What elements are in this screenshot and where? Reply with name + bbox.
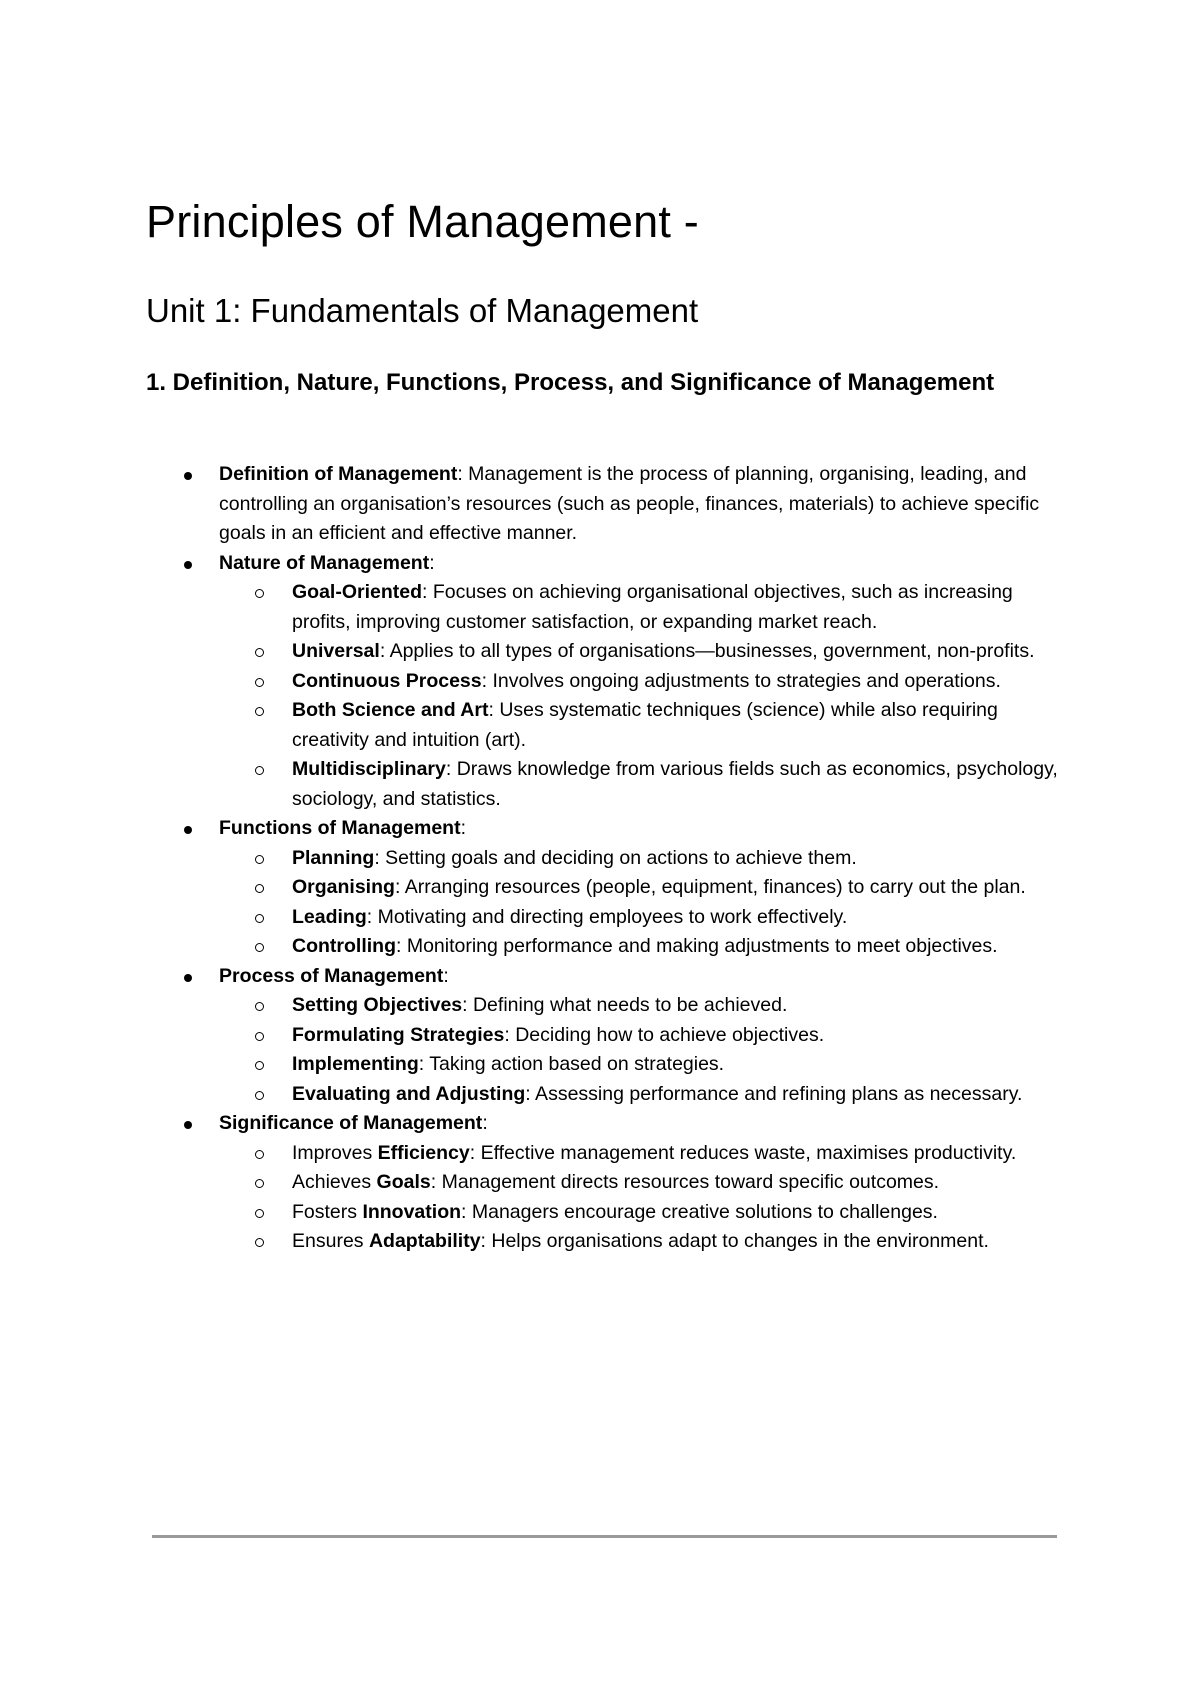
hollow-bullet-icon [255,766,264,775]
description-text: : Assessing performance and refining plans as necessary. [525,1082,1023,1105]
term-label: Multidisciplinary [292,758,446,780]
hollow-bullet-icon [255,855,264,864]
list-item [219,903,1066,933]
list-item-process [146,962,1066,1110]
term-label: Controlling [292,935,396,957]
term-label: Implementing [292,1053,419,1075]
list-item [219,1198,1066,1228]
description-text: : Arranging resources (people, equipment, finances) to carry out the plan. [394,876,1026,898]
description-text: : Managers encourage creative solutions to challenges. [461,1200,938,1223]
term-label: Innovation [362,1200,462,1223]
list-item [219,667,1066,697]
description-text: : Motivating and directing employees to work effectively. [366,905,848,928]
label-suffix: : [429,551,435,574]
significance-sublist [219,1139,1066,1257]
term-label: Adaptability [368,1230,481,1252]
hollow-bullet-icon [255,1091,264,1100]
list-item [219,637,1066,667]
list-item-significance [146,1109,1066,1257]
term-label: Significance of Management [219,1112,483,1134]
lead-word: Fosters [292,1200,363,1223]
hollow-bullet-icon [255,1179,264,1188]
list-item-definition [146,460,1066,549]
description-text: : Management is the process of planning, organising, leading, and controlling an organisation’s resources (such as people, finances, materials) to achieve specific goals in an efficient and effective manner. [219,463,1040,544]
term-label: Goal-Oriented [292,581,423,603]
hollow-bullet-icon [255,678,264,687]
hollow-bullet-icon [255,943,264,952]
topic-outline [146,460,1066,1257]
label-suffix: : [482,1112,488,1134]
filled-bullet-icon [184,974,192,982]
list-item [219,1168,1066,1198]
description-text: : Draws knowledge from various fields such as economics, psychology, sociology, and statistics. [292,758,1058,810]
term-label: Functions of Management [219,817,461,839]
hollow-bullet-icon [255,884,264,893]
term-label: Process of Management [219,964,444,987]
term-label: Continuous Process [292,669,482,692]
list-item [219,932,1066,962]
description-text: : Defining what needs to be achieved. [462,994,788,1016]
term-label: Efficiency [377,1141,470,1164]
list-item [219,991,1066,1021]
term-label: Evaluating and Adjusting [292,1082,526,1105]
term-label: Planning [292,846,375,869]
term-label: Goals [376,1171,431,1193]
description-text: : Applies to all types of organisations—businesses, government, non-profits. [379,640,1035,662]
list-item [219,578,1066,637]
list-item [219,873,1066,903]
hollow-bullet-icon [255,1238,264,1247]
term-label: Leading [292,905,367,928]
term-label: Setting Objectives [292,994,463,1016]
description-text: : Taking action based on strategies. [418,1053,725,1075]
filled-bullet-icon [184,472,192,480]
description-text: : Setting goals and deciding on actions to achieve them. [374,846,857,869]
term-label: Both Science and Art [292,699,489,721]
list-item-nature [146,549,1066,815]
term-label: Organising [292,876,395,898]
label-suffix: : [443,964,449,987]
description-text: : Effective management reduces waste, maximises productivity. [469,1141,1017,1164]
hollow-bullet-icon [255,1032,264,1041]
hollow-bullet-icon [255,1150,264,1159]
hollow-bullet-icon [255,589,264,598]
page-divider [152,1535,1057,1538]
nature-sublist [219,578,1066,814]
label-suffix: : [460,817,467,839]
hollow-bullet-icon [255,914,264,923]
filled-bullet-icon [184,561,192,569]
hollow-bullet-icon [255,1061,264,1070]
list-item [219,755,1066,814]
hollow-bullet-icon [255,648,264,657]
hollow-bullet-icon [255,1209,264,1218]
term-label: Nature of Management [219,551,430,574]
hollow-bullet-icon [255,707,264,716]
description-text: : Management directs resources toward specific outcomes. [430,1171,940,1193]
lead-word: Ensures [292,1230,369,1252]
document-title: Principles of Management - [146,196,699,247]
list-item [219,1050,1066,1080]
term-label: Universal [292,640,380,662]
process-sublist [219,991,1066,1109]
term-label: Definition of Management [219,463,458,485]
filled-bullet-icon [184,1121,192,1129]
list-item-functions [146,814,1066,962]
hollow-bullet-icon [255,1002,264,1011]
list-item [219,1021,1066,1051]
list-item [219,1080,1066,1110]
section-heading: 1. Definition, Nature, Functions, Process, and Significance of Management [146,369,995,396]
lead-word: Improves [292,1141,378,1164]
list-item [219,696,1066,755]
description-text: : Monitoring performance and making adjustments to meet objectives. [395,935,998,957]
description-text: : Involves ongoing adjustments to strategies and operations. [481,669,1001,692]
description-text: : Deciding how to achieve objectives. [504,1023,825,1046]
list-item [219,844,1066,874]
functions-sublist [219,844,1066,962]
list-item [219,1139,1066,1169]
list-item [219,1227,1066,1257]
description-text: : Uses systematic techniques (science) while also requiring creativity and intuition (art). [292,699,998,751]
filled-bullet-icon [184,826,192,834]
unit-heading: Unit 1: Fundamentals of Management [146,292,699,329]
lead-word: Achieves [292,1171,377,1193]
description-text: : Helps organisations adapt to changes in the environment. [480,1230,989,1252]
description-text: : Focuses on achieving organisational objectives, such as increasing profits, improving customer satisfaction, or expanding market reach. [292,581,1013,633]
term-label: Formulating Strategies [292,1023,505,1046]
